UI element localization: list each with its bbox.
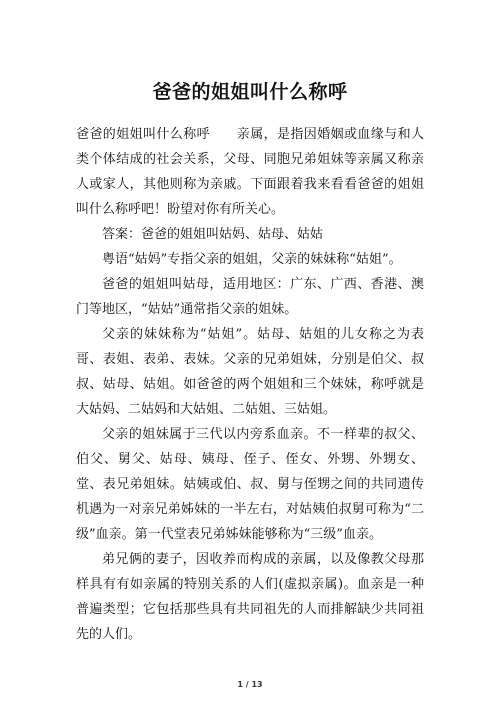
paragraph-in-laws: 弟兄俩的妻子，因收养而构成的亲属，以及像教父母那样具有有如亲属的特别关系的人们(虚拟亲属)。血亲是一种普遍类型；它包括那些具有共同祖先的人而排解缺少共同祖先的人们。 bbox=[76, 552, 424, 642]
paragraph-blood-relatives: 父亲的姐妹属于三代以内旁系血亲。不一样辈的叔父、伯父、舅父、姑母、姨母、侄子、侄女、外甥、外甥女、堂、表兄弟姐妹。姑姨或伯、叔、舅与侄甥之间的共同遗传机遇为一对亲兄弟姊妹的一半左右，对姑姨伯叔舅可称为“二级”血亲。第一代堂表兄弟姊妹能够称为“三级”血亲。 bbox=[76, 427, 424, 542]
document-body bbox=[76, 122, 424, 647]
paragraph-intro: 爸爸的姐姐叫什么称呼 亲属，是指因婚姻或血缘与和人类个体结成的社会关系，父母、同胞兄弟姐妹等亲属又称亲人或家人，其他则称为亲戚。下面跟着我来看看爸爸的姐姐叫什么称呼吧！盼望对你有所关心。 bbox=[76, 127, 424, 217]
paragraph-sisters: 父亲的妹妹称为“姑姐”。姑母、姑姐的儿女称之为表哥、表姐、表弟、表妹。父亲的兄弟姐妹，分别是伯父、叔叔、姑母、姑姐。如爸爸的两个姐姐和三个妹妹，称呼就是大姑妈、二姑妈和大姑姐、二姑姐、三姑姐。 bbox=[76, 327, 424, 417]
paragraph-regions: 爸爸的姐姐叫姑母，适用地区：广东、广西、香港、澳门等地区，“姑姑”通常指父亲的姐妹。 bbox=[76, 277, 424, 317]
document-title: 爸爸的姐姐叫什么称呼 bbox=[152, 81, 348, 103]
paragraph-answer: 答案：爸爸的姐姐叫姑妈、姑母、姑姑 bbox=[102, 227, 324, 242]
paragraph-cantonese: 粤语“姑妈”专指父亲的姐姐，父亲的妹妹称“姑姐”。 bbox=[102, 252, 402, 267]
page-number: 1 / 13 bbox=[237, 680, 263, 689]
